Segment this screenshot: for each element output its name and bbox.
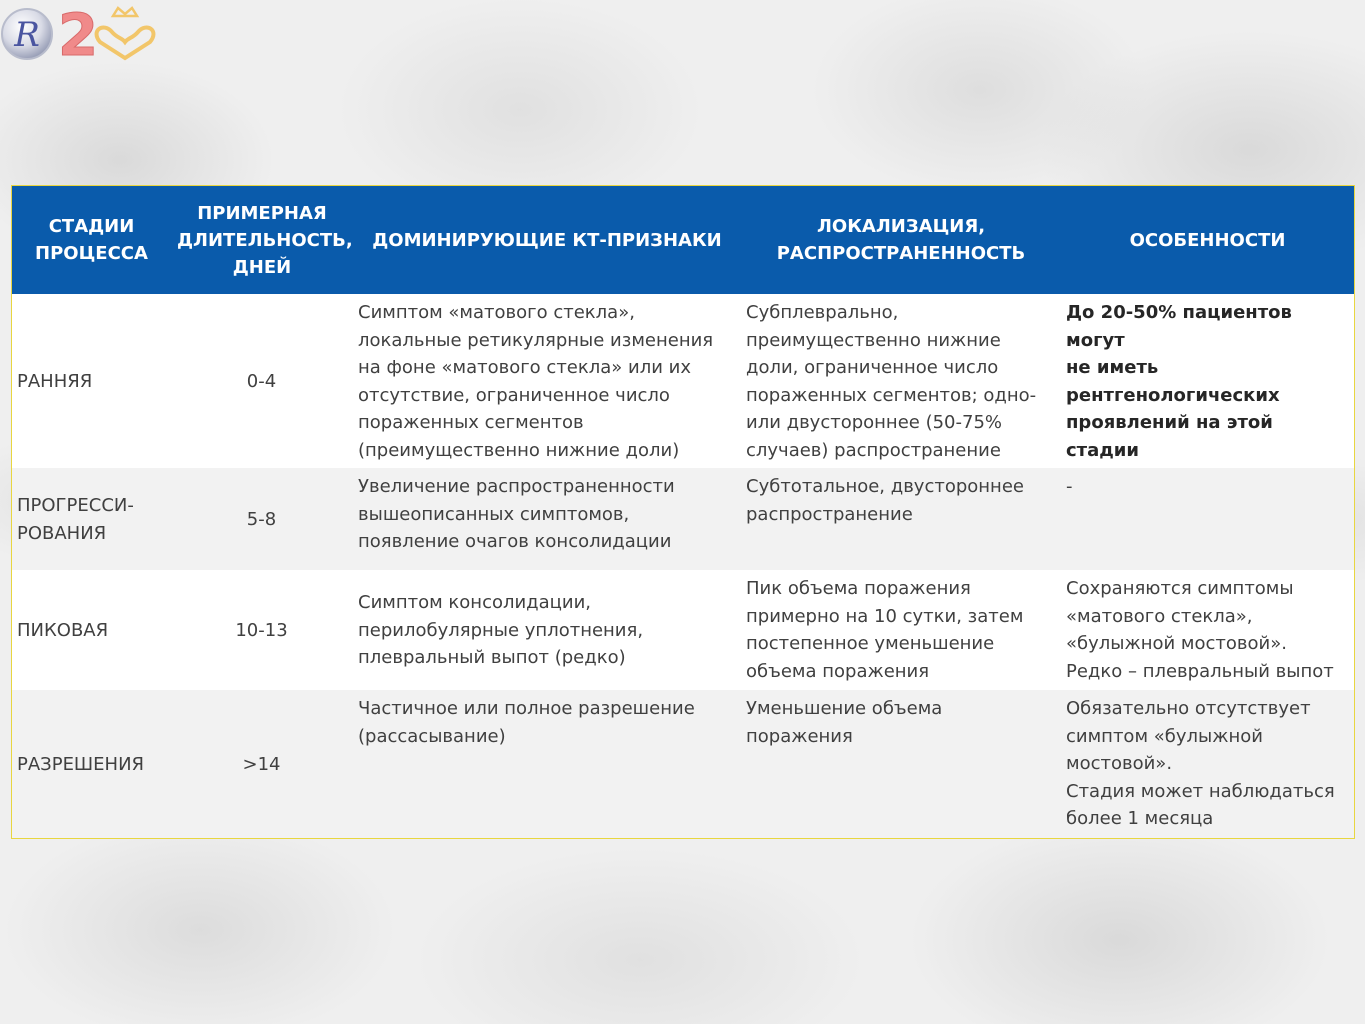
table-row (12, 468, 1354, 570)
signs-cell: Симптом консолидации, перилобулярные уплотнения, плевральный выпот (редко) (353, 570, 741, 690)
features-cell: - (1061, 468, 1354, 570)
header-stages: СТАДИИ ПРОЦЕССА (12, 186, 171, 294)
signs-cell: Симптом «матового стекла», локальные ретикулярные изменения на фоне «матового стекла» или их отсутствие, ограниченное число пораженных сегментов (преимущественно нижние доли) (353, 294, 741, 468)
stage-cell: ПИКОВАЯ (12, 570, 171, 690)
duration-cell: 0-4 (171, 294, 353, 468)
features-cell: До 20-50% пациентов могут не иметь рентгенологических проявлений на этой стадии (1061, 294, 1354, 468)
svg-text:2: 2 (57, 2, 99, 62)
table-row (12, 570, 1354, 690)
stage-cell: ПРОГРЕССИ- РОВАНИЯ (12, 468, 171, 570)
stage-cell: РАННЯЯ (12, 294, 171, 468)
signs-cell: Увеличение распространенности вышеописанных симптомов, появление очагов консолидации (353, 468, 741, 570)
svg-text:R: R (14, 15, 40, 55)
duration-cell: 10-13 (171, 570, 353, 690)
signs-cell: Частичное или полное разрешение (рассасывание) (353, 690, 741, 838)
stages-table-container (11, 185, 1355, 839)
duration-cell: >14 (171, 690, 353, 838)
table-header-row (12, 186, 1354, 294)
table-row (12, 294, 1354, 468)
localization-cell: Пик объема поражения примерно на 10 сутки, затем постепенное уменьшение объема поражения (741, 570, 1061, 690)
header-duration: ПРИМЕРНАЯ ДЛИТЕЛЬНОСТЬ, ДНЕЙ (171, 186, 353, 294)
localization-cell: Уменьшение объема поражения (741, 690, 1061, 838)
header-localization: ЛОКАЛИЗАЦИЯ, РАСПРОСТРАНЕННОСТЬ (741, 186, 1061, 294)
features-cell: Обязательно отсутствует симптом «булыжной мостовой». Стадия может наблюдаться более 1 месяца (1061, 690, 1354, 838)
header-features: ОСОБЕННОСТИ (1061, 186, 1354, 294)
r2-logo (0, 2, 160, 62)
stages-table (12, 186, 1354, 838)
table-row (12, 690, 1354, 838)
stage-cell: РАЗРЕШЕНИЯ (12, 690, 171, 838)
header-ct-signs: ДОМИНИРУЮЩИЕ КТ-ПРИЗНАКИ (353, 186, 741, 294)
localization-cell: Субплеврально, преимущественно нижние доли, ограниченное число пораженных сегментов; одно- или двустороннее (50-75% случаев) распространение (741, 294, 1061, 468)
duration-cell: 5-8 (171, 468, 353, 570)
features-cell: Сохраняются симптомы «матового стекла», «булыжной мостовой». Редко – плевральный выпот (1061, 570, 1354, 690)
localization-cell: Субтотальное, двустороннее распространение (741, 468, 1061, 570)
